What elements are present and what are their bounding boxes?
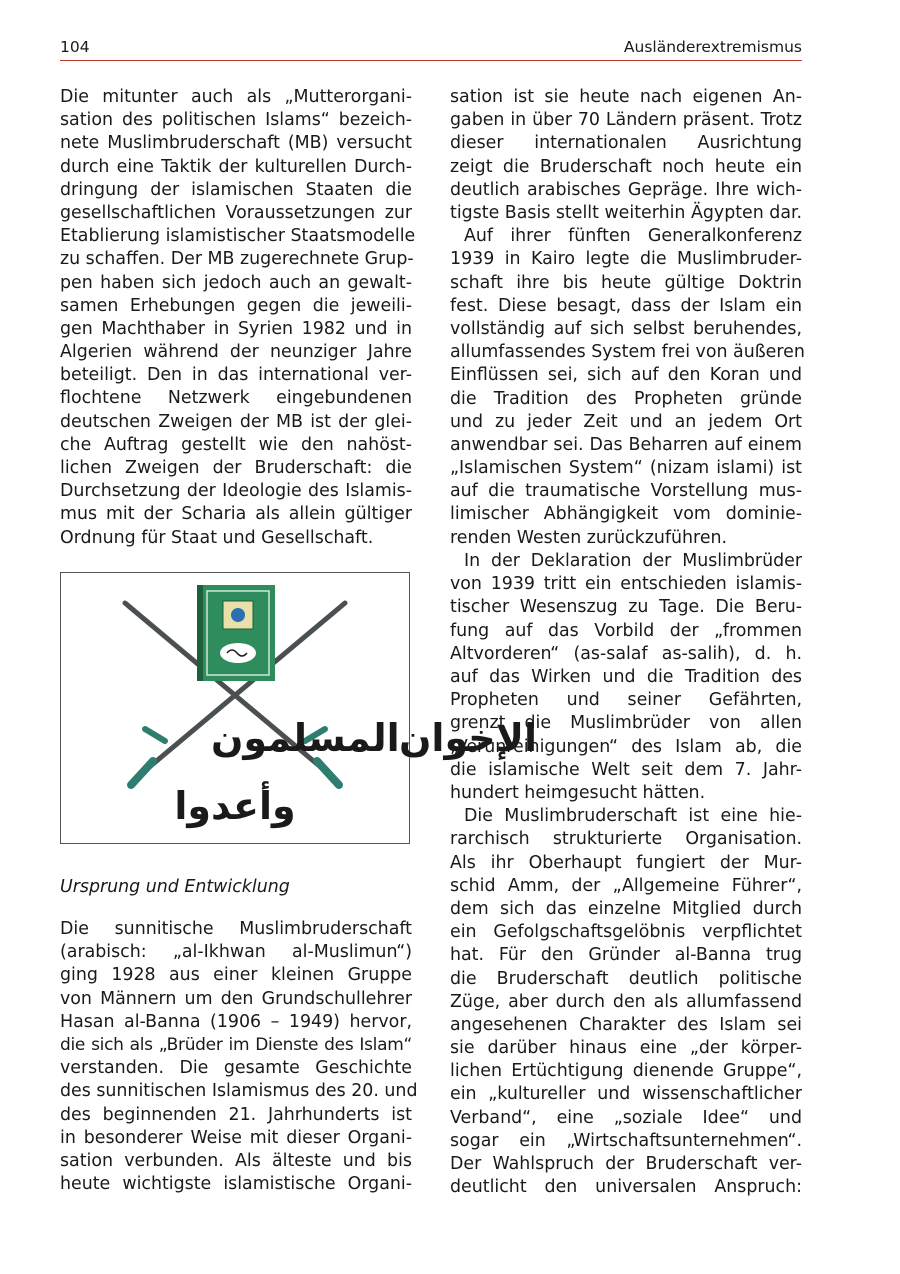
text-line: von 1939 tritt ein entschieden islamis- — [450, 574, 802, 595]
text-line: dem sich das einzelne Mitglied durch — [450, 898, 802, 919]
arabic-text-waadu: وأعدوا — [174, 784, 296, 828]
text-line: ging 1928 aus einer kleinen Gruppe — [60, 965, 412, 986]
text-line: des beginnenden 21. Jahrhunderts ist — [60, 1104, 412, 1125]
text-line: flochtene Netzwerk eingebundenen — [60, 388, 412, 409]
text-line: zu schaffen. Der MB zugerechnete Grup- — [60, 249, 414, 270]
quran-book-icon — [197, 585, 275, 681]
text-line: schid Amm, der „Allgemeine Führer“, — [450, 875, 802, 896]
text-line: die islamische Welt seit dem 7. Jahr- — [450, 759, 802, 780]
text-line: Einflüssen sei, sich auf den Koran und — [450, 365, 802, 386]
muslim-brotherhood-emblem — [61, 573, 537, 843]
text-line: fest. Diese besagt, dass der Islam ein — [450, 295, 802, 316]
page-number: 104 — [60, 38, 90, 56]
text-line: beteiligt. Den in das international ver- — [60, 365, 412, 386]
right-paragraph-3 — [450, 550, 802, 805]
text-line: in besonderer Weise mit dieser Organi- — [60, 1127, 412, 1148]
text-line: hundert heimgesucht hätten. — [450, 782, 706, 803]
text-line: schaft ihre bis heute gültige Doktrin — [450, 272, 802, 293]
text-line: renden Westen zurückzuführen. — [450, 527, 728, 548]
text-line: tischer Wesenszug zu Tage. Die Beru- — [450, 597, 802, 618]
text-line: Die Muslimbruderschaft ist eine hie- — [464, 806, 802, 827]
text-line: Auf ihrer fünften Generalkonferenz — [464, 226, 802, 247]
text-line: dringung der islamischen Staaten die — [60, 179, 412, 200]
text-line: und zu jeder Zeit und an jedem Ort — [450, 411, 802, 432]
text-line: che Auftrag gestellt wie den nahöst- — [60, 434, 412, 455]
text-line: die sich als „Brüder im Dienste des Islam“ — [60, 1034, 412, 1055]
text-line: Durchsetzung der Ideologie des Islamis- — [60, 481, 412, 502]
text-line: lichen Ertüchtigung dienende Gruppe“, — [450, 1061, 802, 1082]
text-line: gesellschaftlichen Voraussetzungen zur — [60, 202, 412, 223]
text-line: deutlich arabisches Gepräge. Ihre wich- — [450, 179, 802, 200]
text-line: deutschen Zweigen der MB ist der glei- — [60, 411, 412, 432]
text-line: zeigt die Bruderschaft noch heute ein — [450, 156, 802, 177]
text-line: Die mitunter auch als „Mutterorgani- — [60, 87, 412, 107]
text-line: In der Deklaration der Muslimbrüder — [464, 551, 802, 571]
text-line: samen Erhebungen gegen die jeweili- — [60, 295, 412, 316]
text-line: sation ist sie heute nach eigenen An- — [450, 87, 802, 107]
text-line: Der Wahlspruch der Bruderschaft ver- — [450, 1154, 802, 1174]
text-line: dieser internationalen Ausrichtung — [450, 133, 802, 154]
text-line: Züge, aber durch den als allumfassend — [450, 991, 802, 1012]
text-line: anwendbar sei. Das Beharren auf einem — [450, 434, 802, 455]
text-line: Etablierung islamistischer Staatsmodelle — [60, 226, 416, 247]
text-line: gaben in über 70 Ländern präsent. Trotz — [450, 110, 802, 131]
text-line: sation des politischen Islams“ bezeich- — [60, 110, 412, 131]
text-line: Die sunnitische Muslimbruderschaft — [60, 919, 412, 939]
text-line: sation verbunden. Als älteste und bis — [60, 1150, 412, 1171]
text-line: angesehenen Charakter des Islam sei — [450, 1014, 802, 1035]
text-line: 1939 in Kairo legte die Muslimbruder- — [450, 249, 802, 270]
text-line: vollständig auf sich selbst beruhendes, — [450, 318, 802, 339]
text-line: Algerien während der neunziger Jahre — [60, 342, 412, 363]
text-line: Altvorderen“ (as-salaf as-salih), d. h. — [450, 643, 802, 664]
page-header — [60, 36, 802, 61]
text-line: verstanden. Die gesamte Geschichte — [60, 1058, 412, 1079]
text-line: sie darüber hinaus eine „der körper- — [450, 1038, 802, 1059]
text-line: Ordnung für Staat und Gesellschaft. — [60, 527, 374, 548]
text-line: deutlicht den universalen Anspruch: — [450, 1177, 802, 1198]
text-line: pen haben sich jedoch auch an gewalt- — [60, 272, 412, 293]
text-line: die Tradition des Propheten gründe — [450, 388, 802, 409]
text-line: nete Muslimbruderschaft (MB) versucht — [60, 133, 412, 154]
left-paragraph-2 — [60, 918, 418, 1196]
text-line: mus mit der Scharia als allein gültiger — [60, 504, 412, 525]
emblem-figure — [60, 572, 537, 844]
text-line: auf die traumatische Vorstellung mus- — [450, 481, 802, 502]
text-line: limischer Abhängigkeit vom dominie- — [450, 504, 802, 525]
text-line: grenzt die Muslimbrüder von allen — [450, 713, 802, 734]
text-line: die Bruderschaft deutlich politische — [450, 968, 802, 989]
section-subheading: Ursprung und Entwicklung — [60, 877, 290, 897]
text-line: (arabisch: „al-Ikhwan al-Muslimun“) — [60, 942, 412, 963]
text-line: rarchisch strukturierte Organisation. — [450, 829, 802, 850]
text-line: heute wichtigste islamistische Organi- — [60, 1174, 412, 1195]
text-line: durch eine Taktik der kulturellen Durch- — [60, 156, 412, 177]
text-line: ein Gefolgschaftsgelöbnis verpflichtet — [450, 922, 802, 943]
text-line: sogar ein „Wirtschaftsunternehmen“. — [450, 1130, 802, 1151]
text-line: hat. Für den Gründer al-Banna trug — [450, 945, 802, 966]
right-paragraph-4 — [450, 805, 802, 1199]
text-line: Als ihr Oberhaupt fungiert der Mur- — [450, 852, 802, 873]
text-line: Propheten und seiner Gefährten, — [450, 690, 802, 711]
text-line: von Männern um den Grundschullehrer — [60, 988, 412, 1009]
arabic-text-muslimun: المسلمون — [211, 716, 400, 760]
text-line: „Islamischen System“ (nizam islami) ist — [450, 458, 802, 479]
left-paragraph-1 — [60, 86, 416, 550]
text-line: auf das Wirken und die Tradition des — [450, 666, 802, 687]
text-line: Verband“, eine „soziale Idee“ und — [450, 1107, 802, 1128]
text-line: tigste Basis stellt weiterhin Ägypten dar. — [450, 202, 803, 223]
text-line: lichen Zweigen der Bruderschaft: die — [60, 458, 412, 478]
text-line: gen Machthaber in Syrien 1982 und in — [60, 318, 412, 339]
text-line: „Verunreinigungen“ des Islam ab, die — [450, 736, 802, 757]
right-paragraph-1 — [450, 86, 802, 225]
text-line: des sunnitischen Islamismus des 20. und — [60, 1081, 418, 1102]
arabic-text-ikhwan: الإخوان — [399, 716, 537, 760]
running-title: Ausländerextremismus — [623, 38, 802, 56]
text-line: ein „kultureller und wissenschaftlicher — [450, 1084, 802, 1105]
text-line: allumfassendes System frei von äußeren — [450, 342, 805, 363]
text-line: fung auf das Vorbild der „frommen — [450, 620, 802, 641]
right-paragraph-2 — [450, 225, 805, 550]
text-line: Hasan al-Banna (1906 – 1949) hervor, — [60, 1011, 412, 1032]
